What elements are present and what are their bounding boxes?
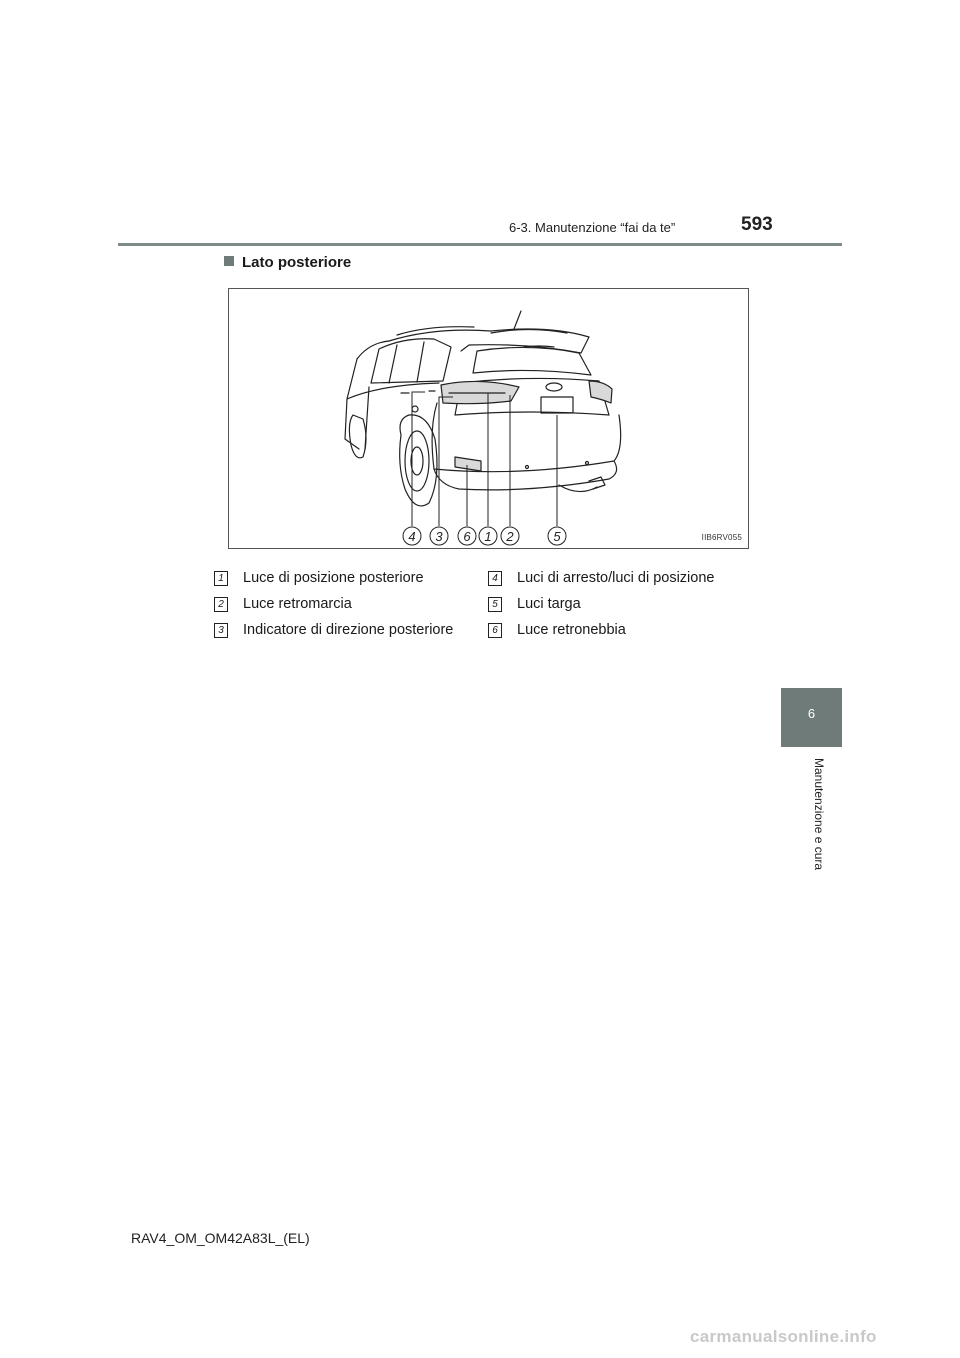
callout-3: 3: [435, 529, 443, 544]
document-code: RAV4_OM_OM42A83L_(EL): [131, 1230, 310, 1246]
legend-number: 3: [214, 623, 228, 638]
legend-item: [488, 591, 714, 617]
legend-text: Indicatore di direzione posteriore: [243, 622, 454, 638]
callout-4: 4: [408, 529, 416, 544]
legend-number: 6: [488, 623, 502, 638]
section-heading-text: Lato posteriore: [242, 254, 352, 271]
callout-6: 6: [463, 529, 471, 544]
chapter-tab-label: Manutenzione e cura: [812, 758, 826, 871]
callout-5: 5: [553, 529, 561, 544]
legend-text: Luci di arresto/luci di posizione: [517, 570, 715, 586]
legend-left-column: [214, 565, 453, 643]
header-section-title: 6-3. Manutenzione “fai da te”: [509, 220, 676, 235]
legend-number: 4: [488, 571, 502, 586]
legend-number: 5: [488, 597, 502, 612]
page-number: 593: [741, 214, 773, 235]
legend-text: Luci targa: [517, 596, 581, 612]
suv-rear-illustration: [229, 289, 748, 548]
legend-item: [214, 617, 453, 643]
watermark-text: carmanualsonline.info: [690, 1327, 877, 1346]
legend-text: Luce retronebbia: [517, 622, 626, 638]
chapter-tab-number: 6: [807, 706, 816, 721]
callout-1: 1: [484, 529, 492, 544]
legend-item: [214, 565, 453, 591]
legend-item: [214, 591, 453, 617]
legend-item: [488, 565, 714, 591]
legend-number: 2: [214, 597, 228, 612]
header-rule: [118, 243, 842, 246]
legend-right-column: [488, 565, 714, 643]
vehicle-rear-figure: [228, 288, 749, 549]
legend-text: Luce di posizione posteriore: [243, 570, 424, 586]
legend-number: 1: [214, 571, 228, 586]
section-heading: [224, 254, 351, 271]
square-bullet-icon: [224, 256, 234, 266]
legend-text: Luce retromarcia: [243, 596, 352, 612]
callout-2: 2: [506, 529, 514, 544]
figure-code: IIB6RV055: [701, 533, 742, 542]
legend-item: [488, 617, 714, 643]
